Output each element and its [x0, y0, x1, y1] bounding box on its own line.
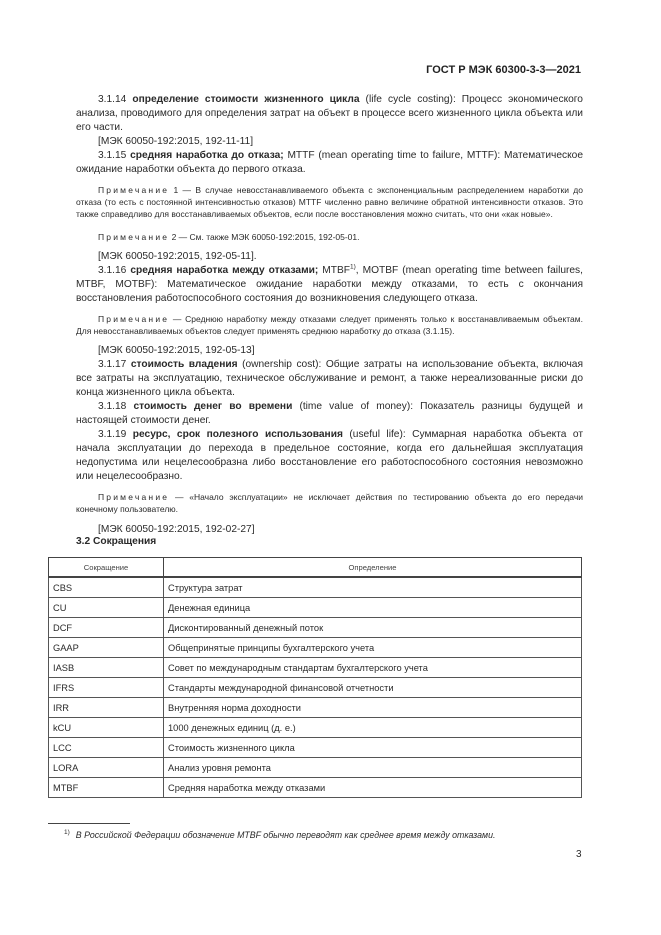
term-3-1-18 [76, 400, 583, 428]
note-label: Примечание [98, 231, 170, 242]
definition-cell: Стоимость жизненного цикла [164, 738, 582, 758]
term-abbreviation: MTBF [318, 264, 350, 276]
abbreviation-cell: LORA [49, 758, 164, 778]
abbreviation-cell: GAAP [49, 638, 164, 658]
table-row [49, 638, 582, 658]
footnote [64, 829, 495, 840]
term-reference: [МЭК 60050-192:2015, 192-05-11]. [98, 250, 257, 262]
note-label: Примечание [98, 313, 170, 324]
note [76, 491, 583, 515]
term-reference: [МЭК 60050-192:2015, 192-05-13] [98, 345, 255, 357]
definition-cell: Внутренняя норма доходности [164, 698, 582, 718]
term-3-1-17 [76, 358, 583, 400]
abbreviation-cell: DCF [49, 618, 164, 638]
term-number: 3.1.16 [98, 264, 127, 276]
term-number: 3.1.19 [98, 429, 127, 441]
definition-cell: Стандарты международной финансовой отчетности [164, 678, 582, 698]
definition-cell: Дисконтированный денежный поток [164, 618, 582, 638]
term-definition: , MOTBF (mean operating time between failures, MTBF, MOTBF): Математическое ожидание наработки между отказами, то есть с окончания восстановления работоспособного состояния до возникновения следующего отказа. [76, 264, 583, 304]
definition-cell: Денежная единица [164, 598, 582, 618]
abbreviation-cell: IFRS [49, 678, 164, 698]
term-3-1-19 [76, 428, 583, 484]
section-heading: 3.2 Сокращения [76, 536, 157, 547]
abbreviations-table [48, 557, 582, 798]
definition-cell: Анализ уровня ремонта [164, 758, 582, 778]
note [76, 184, 583, 221]
abbreviation-cell: CBS [49, 577, 164, 598]
definition-cell: Совет по международным стандартам бухгалтерского учета [164, 658, 582, 678]
table-row [49, 698, 582, 718]
table-row [49, 598, 582, 618]
table-row [49, 758, 582, 778]
term-name: стоимость денег во времени [133, 401, 293, 413]
table-header-row [49, 558, 582, 578]
table-row [49, 618, 582, 638]
definition-cell: Общепринятые принципы бухгалтерского учета [164, 638, 582, 658]
document-header: ГОСТ Р МЭК 60300-3-3—2021 [426, 64, 581, 76]
table-row [49, 718, 582, 738]
term-3-1-14 [76, 93, 583, 135]
page-number: 3 [576, 849, 582, 860]
footnote-mark: 1) [64, 829, 70, 836]
table-row [49, 678, 582, 698]
note-text: — Среднюю наработку между отказами следует применять только к восстанавливаемым объектам. Для невосстанавливаемых объектов следует применять среднюю наработку до отказа (3.1.15). [76, 313, 583, 337]
terms-body [76, 93, 583, 537]
term-name: средняя наработка между отказами; [130, 264, 319, 276]
definition-cell: Структура затрат [164, 577, 582, 598]
term-number: 3.1.17 [98, 359, 127, 371]
table-row [49, 658, 582, 678]
definition-cell: 1000 денежных единиц (д. е.) [164, 718, 582, 738]
term-name: определение стоимости жизненного цикла [132, 94, 360, 105]
note-label: Примечание [98, 185, 170, 195]
note-label: Примечание [98, 492, 170, 503]
note-text: 2 — См. также МЭК 60050-192:2015, 192-05-01. [169, 231, 360, 242]
term-definition: (life cycle costing): Процесс экономического анализа, проводимого для определения затрат на объект в процессе всего жизненного цикла объекта или его части. [76, 94, 583, 133]
term-definition: (useful life): Суммарная наработка объекта от начала эксплуатации до перехода в предельное состояние, когда его дальнейшая эксплуатация недопустима или нецелесообразна либо восстановление его работоспособного состояния невозможно или нецелесообразно. [76, 429, 584, 483]
note-text: — «Начало эксплуатации» не исключает действия по тестированию объекта до его передачи конечному пользователю. [76, 492, 583, 515]
table-row [49, 778, 582, 798]
note [76, 313, 583, 337]
column-header-definition: Определение [164, 558, 582, 578]
term-name: ресурс, срок полезного использования [132, 429, 343, 441]
table-row [49, 577, 582, 598]
term-definition: (time value of money): Показатель разницы будущей и настоящей стоимости денег. [76, 401, 583, 427]
term-definition: MTTF (mean operating time to failure, MTTF): Математическое ожидание наработки объекта до первого отказа. [76, 150, 583, 175]
term-reference: [МЭК 60050-192:2015, 192-11-11] [98, 136, 254, 147]
term-number: 3.1.15 [98, 150, 127, 161]
table-row [49, 738, 582, 758]
column-header-abbreviation: Сокращение [49, 558, 164, 578]
term-3-1-16 [76, 264, 583, 306]
term-3-1-15 [76, 149, 583, 177]
term-number: 3.1.18 [98, 401, 127, 413]
term-definition: (ownership cost): Общие затраты на использование объекта, включая все затраты на эксплуатацию, техническое обслуживание и ремонт, а также нереализованные риски до конца жизненного цикла объекта. [76, 359, 583, 399]
footnote-text: В Российской Федерации обозначение MTBF обычно переводят как среднее время между отказами. [75, 829, 496, 840]
term-number: 3.1.14 [98, 94, 127, 105]
abbreviation-cell: LCC [49, 738, 164, 758]
term-name: стоимость владения [130, 359, 238, 371]
abbreviation-cell: IRR [49, 698, 164, 718]
abbreviation-cell: IASB [49, 658, 164, 678]
footnote-divider [48, 823, 130, 824]
abbreviation-cell: kCU [49, 718, 164, 738]
note-text: 1 — В случае невосстанавливаемого объекта с экспоненциальным распределением наработки до отказа (то есть с постоянной интенсивностью отказов) MTTF численно равно величине обратной интенсивности отказов. Это также справедливо для восстанавливаемых объектов, если после восстановления можно считать, что они «как новые». [76, 185, 583, 220]
note [76, 231, 583, 243]
abbreviation-cell: CU [49, 598, 164, 618]
abbreviation-cell: MTBF [49, 778, 164, 798]
term-reference: [МЭК 60050-192:2015, 192-02-27] [98, 523, 255, 535]
term-name: средняя наработка до отказа; [130, 150, 284, 161]
definition-cell: Средняя наработка между отказами [164, 778, 582, 798]
footnote-reference[interactable]: 1) [349, 263, 356, 271]
